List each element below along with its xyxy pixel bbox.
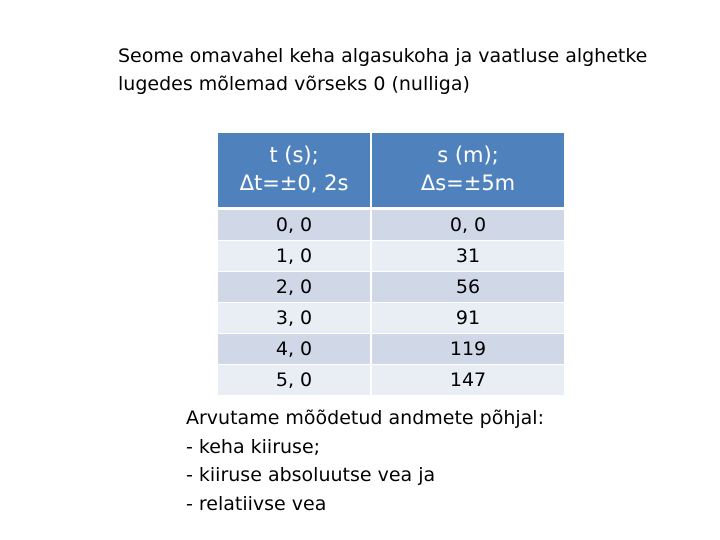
measurement-table — [218, 133, 564, 395]
table-row — [218, 272, 564, 303]
table-row — [218, 365, 564, 396]
intro-line-2: lugedes mõlemad võrseks 0 (nulliga) — [118, 73, 470, 95]
table-row — [218, 241, 564, 272]
cell-distance: 119 — [371, 334, 564, 365]
table-row — [218, 303, 564, 334]
cell-time: 4, 0 — [218, 334, 371, 365]
cell-time: 3, 0 — [218, 303, 371, 334]
cell-distance: 147 — [371, 365, 564, 396]
cell-time: 5, 0 — [218, 365, 371, 396]
header-time-label: t (s); — [269, 143, 319, 167]
task-text — [186, 404, 686, 518]
header-distance — [371, 133, 564, 209]
intro-text — [118, 42, 698, 98]
task-line-2: - keha kiiruse; — [186, 435, 321, 458]
cell-distance: 31 — [371, 241, 564, 272]
table-row — [218, 334, 564, 365]
header-distance-label: s (m); — [437, 143, 499, 167]
cell-distance: 0, 0 — [371, 209, 564, 241]
task-line-3: - kiiruse absoluutse vea ja — [186, 464, 436, 486]
cell-time: 2, 0 — [218, 272, 371, 303]
header-distance-uncertainty: Δs=±5m — [420, 171, 516, 195]
task-line-4: - relatiivse vea — [186, 492, 327, 515]
cell-distance: 56 — [371, 272, 564, 303]
intro-line-1: Seome omavahel keha algasukoha ja vaatluse alghetke — [118, 45, 648, 67]
cell-distance: 91 — [371, 303, 564, 334]
cell-time: 0, 0 — [218, 209, 371, 241]
table-header-row — [218, 133, 564, 209]
table-row — [218, 209, 564, 241]
header-time — [218, 133, 371, 209]
cell-time: 1, 0 — [218, 241, 371, 272]
task-line-1: Arvutame mõõdetud andmete põhjal: — [186, 407, 544, 429]
header-time-uncertainty: Δt=±0, 2s — [239, 171, 349, 195]
